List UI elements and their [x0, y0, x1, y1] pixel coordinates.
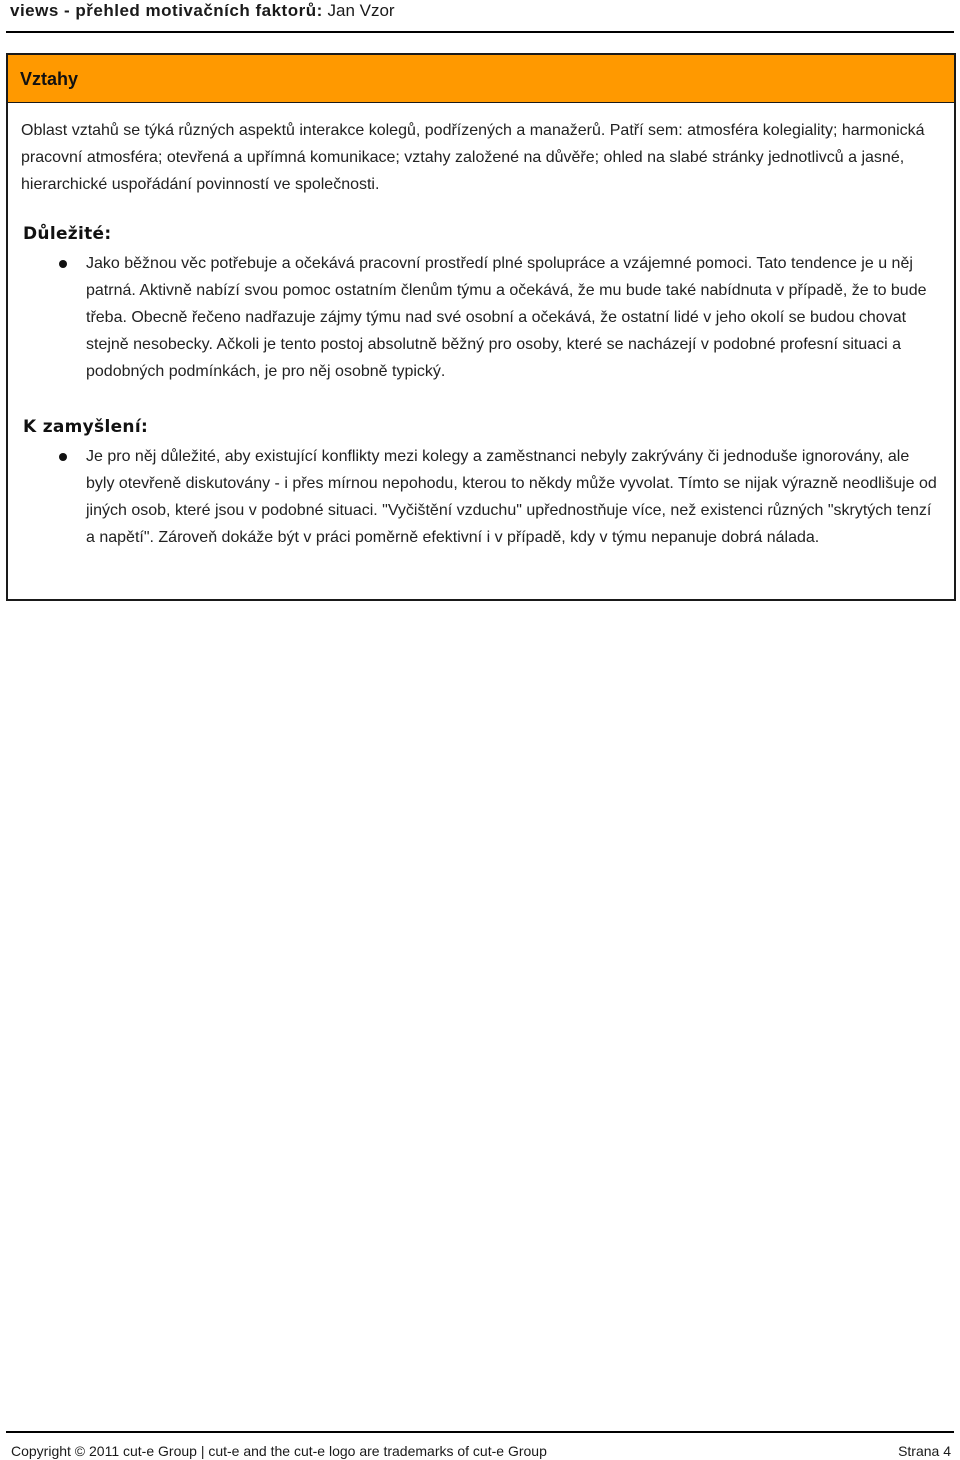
important-list-item — [8, 250, 954, 385]
page-header — [10, 0, 395, 24]
section-intro: Oblast vztahů se týká různých aspektů interakce kolegů, podřízených a manažerů. Patří sem: atmosféra kolegiality; harmonická pracovní atmosféra; otevřená a upřímná komunikace; vztahy založené na důvěře; ohled na slabé stránky jednotlivců a jasné, hierarchické uspořádání povinností ve společnosti. — [21, 122, 925, 193]
section-title: Vztahy — [8, 55, 954, 103]
section-relationships — [6, 53, 956, 601]
page-footer — [11, 1443, 951, 1459]
important-list — [8, 250, 954, 385]
reflection-list — [8, 443, 954, 551]
copyright-text: Copyright © 2011 cut-e Group | cut-e and the cut-e logo are trademarks of cut-e Group — [11, 1443, 547, 1459]
header-divider — [6, 31, 954, 33]
reflection-item-text: Je pro něj důležité, aby existující konflikty mezi kolegy a zaměstnanci nebyly zakrývány či jednoduše ignorovány, ale byly otevřeně diskutovány - i přes mírnou nepohodu, kterou to někdy může vyvolat. Tímto se nijak výrazně neodlišuje od jiných osob, které jsou v podobné situaci. "Vyčištění vzduchu" upřednostňuje více, než existenci různých "skrytých tenzí a napětí". Zároveň dokáže být v práci poměrně efektivní i v případě, kdy v týmu nepanuje dobrá nálada. — [86, 448, 937, 546]
candidate-name: Jan Vzor — [327, 1, 395, 20]
important-item-text: Jako běžnou věc potřebuje a očekává pracovní prostředí plné spolupráce a vzájemné pomoci. Tato tendence je u něj patrná. Aktivně nabízí svou pomoc ostatním členům týmu a očekává, že mu bude také nabídnuta v případě, že to bude třeba. Obecně řečeno nadřazuje zájmy týmu nad své osobní a očekává, že ostatní lidé v jeho okolí se budou chovat stejně nesobecky. Ačkoli je tento postoj absolutně běžný pro osoby, které se nacházejí v podobné profesní situaci a podobných podmínkách, je pro něj osobně typický. — [86, 255, 927, 380]
bullet-icon — [59, 453, 67, 461]
page-number: Strana 4 — [898, 1443, 951, 1459]
footer-divider — [6, 1431, 954, 1433]
report-title: views - přehled motivačních faktorů: — [10, 1, 323, 20]
reflection-heading: K zamyšlení: — [23, 417, 149, 437]
bullet-icon — [59, 260, 67, 268]
important-heading: Důležité: — [23, 224, 112, 244]
reflection-list-item — [8, 443, 954, 551]
